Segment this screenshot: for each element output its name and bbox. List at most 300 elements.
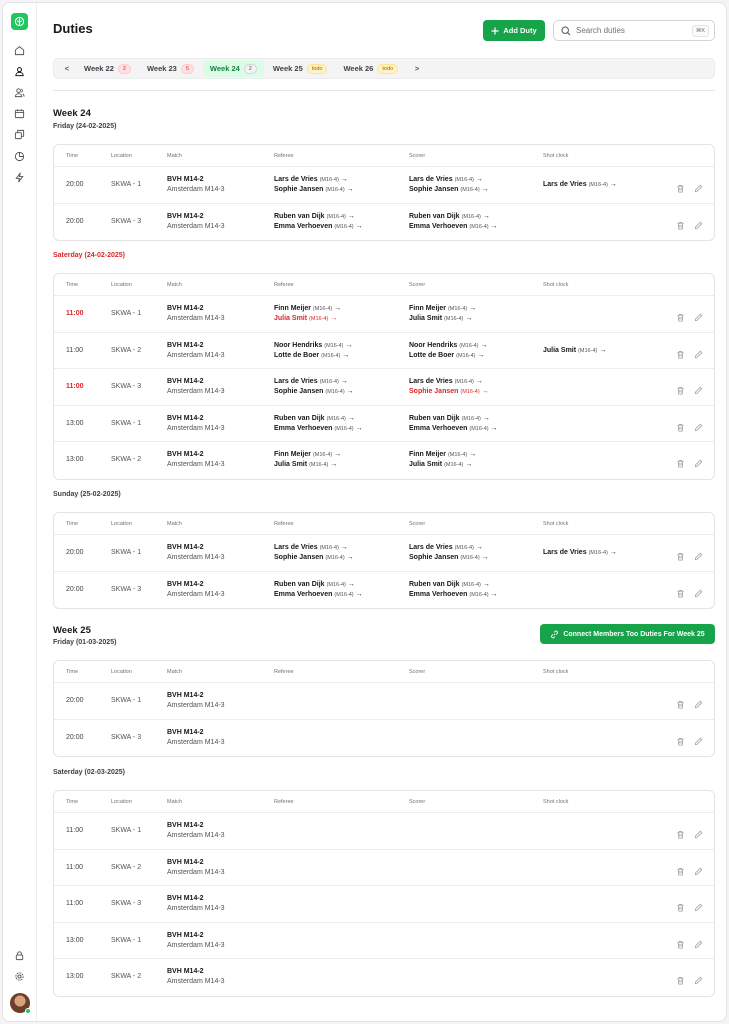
arrow-right-icon: → xyxy=(355,424,363,432)
person-assignment[interactable] xyxy=(409,580,498,590)
team-tag: (M16-4) xyxy=(324,342,344,349)
match-cell xyxy=(167,304,225,324)
person-name: Emma Verhoeven xyxy=(274,222,333,230)
table-row[interactable] xyxy=(54,442,714,479)
trash-icon[interactable] xyxy=(676,419,685,428)
pencil-icon[interactable] xyxy=(694,346,703,355)
away-team: Amsterdam M14-3 xyxy=(167,702,225,709)
trash-icon[interactable] xyxy=(676,936,685,945)
time-cell: 20:00 xyxy=(66,585,84,593)
column-header-match: Match xyxy=(167,282,182,288)
week-tab[interactable] xyxy=(77,60,138,77)
match-cell xyxy=(167,212,225,232)
away-team: Amsterdam M14-3 xyxy=(167,351,225,359)
team-tag: (M16-4) xyxy=(459,342,479,349)
arrow-right-icon: → xyxy=(465,461,473,468)
person-assignment[interactable] xyxy=(409,424,498,434)
arrow-right-icon: → xyxy=(475,378,483,385)
person-assignment[interactable] xyxy=(274,212,363,222)
table-header xyxy=(54,513,714,535)
match-cell xyxy=(167,377,225,397)
pencil-icon[interactable] xyxy=(694,455,703,464)
match-cell xyxy=(167,691,225,711)
person-name: Ruben van Dijk xyxy=(409,580,460,588)
person-name: Lotte de Boer xyxy=(409,351,455,359)
time-cell: 20:00 xyxy=(66,697,84,704)
header-divider xyxy=(53,90,715,91)
team-tag: (M16-4) xyxy=(309,316,329,322)
shot-clock-cell xyxy=(543,548,617,558)
home-team: BVH M14-2 xyxy=(167,968,204,975)
team-tag: (M16-4) xyxy=(588,182,608,188)
trash-icon[interactable] xyxy=(676,899,685,908)
location-cell: SKWA - 3 xyxy=(111,733,142,741)
person-name: Julia Smit xyxy=(409,315,443,322)
location-cell: SKWA - 3 xyxy=(111,217,142,225)
table-header xyxy=(54,661,714,683)
column-header-time: Time xyxy=(66,521,79,527)
person-name: Sophie Jansen xyxy=(409,388,459,395)
person-assignment[interactable] xyxy=(409,212,498,222)
arrow-right-icon: → xyxy=(475,544,483,551)
column-header-match: Match xyxy=(167,153,182,159)
time-cell: 11:00 xyxy=(66,900,83,907)
week-tab-label: Week 25 xyxy=(272,64,303,73)
arrow-right-icon: → xyxy=(599,346,607,354)
time-cell: 20:00 xyxy=(66,733,84,741)
team-tag: (M16-4) xyxy=(456,352,476,359)
person-name: Lars de Vries xyxy=(409,378,453,385)
away-team: Amsterdam M14-3 xyxy=(167,554,225,561)
location-cell: SKWA - 1 xyxy=(111,310,142,317)
person-assignment[interactable] xyxy=(409,222,498,232)
week-tab[interactable] xyxy=(203,60,264,77)
trash-icon[interactable] xyxy=(676,346,685,355)
table-row[interactable] xyxy=(54,204,714,241)
home-team: BVH M14-2 xyxy=(167,414,204,422)
match-cell xyxy=(167,341,225,361)
person-assignment[interactable] xyxy=(274,424,363,434)
week-tab-label: Week 22 xyxy=(84,64,114,73)
trash-icon[interactable] xyxy=(676,455,685,464)
arrow-right-icon: → xyxy=(490,590,498,598)
pencil-icon[interactable] xyxy=(694,585,703,594)
trash-icon[interactable] xyxy=(676,382,685,391)
team-tag: (M16-4) xyxy=(461,415,481,422)
column-header-match: Match xyxy=(167,669,182,675)
search-shortcut-badge: ⌘K xyxy=(692,25,709,37)
away-team: Amsterdam M14-3 xyxy=(167,868,225,876)
location-cell: SKWA - 1 xyxy=(111,549,142,556)
team-tag: (M16-4) xyxy=(444,462,464,468)
week-tab[interactable] xyxy=(140,60,201,77)
prev-week-button[interactable]: < xyxy=(64,64,70,73)
calendar-icon[interactable] xyxy=(12,106,26,120)
time-cell: 20:00 xyxy=(66,217,84,225)
scorer-cell xyxy=(409,414,498,434)
table-row[interactable] xyxy=(54,813,714,850)
scorer-cell xyxy=(409,212,498,232)
trash-icon[interactable] xyxy=(676,180,685,189)
arrow-right-icon: → xyxy=(475,176,483,183)
team-tag: (M16-4) xyxy=(334,425,354,432)
person-assignment[interactable] xyxy=(409,304,476,314)
match-cell xyxy=(167,543,225,563)
column-header-referee: Referee xyxy=(274,282,294,288)
table-row[interactable] xyxy=(54,333,714,370)
trash-icon[interactable] xyxy=(676,826,685,835)
person-assignment[interactable] xyxy=(409,460,476,470)
home-team: BVH M14-2 xyxy=(167,822,204,829)
pencil-icon[interactable] xyxy=(694,548,703,557)
person-assignment[interactable] xyxy=(274,450,341,460)
away-team: Amsterdam M14-3 xyxy=(167,388,225,395)
add-duty-label: Add Duty xyxy=(503,26,537,35)
pencil-icon[interactable] xyxy=(694,309,703,318)
connect-members-button[interactable] xyxy=(540,624,715,644)
table-row[interactable] xyxy=(54,720,714,757)
person-assignment[interactable] xyxy=(274,580,363,590)
pencil-icon[interactable] xyxy=(694,936,703,945)
home-team: BVH M14-2 xyxy=(167,580,204,588)
person-assignment[interactable] xyxy=(274,185,354,195)
person-assignment[interactable] xyxy=(409,543,489,553)
scorer-cell xyxy=(409,304,476,324)
table-row[interactable] xyxy=(54,683,714,720)
layers-icon[interactable] xyxy=(12,127,26,141)
search-input[interactable] xyxy=(553,20,715,41)
time-cell: 13:00 xyxy=(66,456,84,463)
location-cell: SKWA - 1 xyxy=(111,697,142,704)
arrow-right-icon: → xyxy=(482,414,490,422)
team-tag: (M16-4) xyxy=(454,545,474,551)
week-tab[interactable] xyxy=(266,60,335,77)
arrow-right-icon: → xyxy=(334,451,342,458)
away-team: Amsterdam M14-3 xyxy=(167,186,225,193)
column-header-shot-clock: Shot clock xyxy=(543,282,569,288)
time-cell: 11:00 xyxy=(66,383,84,390)
arrow-right-icon: → xyxy=(342,351,350,359)
away-team: Amsterdam M14-3 xyxy=(167,315,225,322)
column-header-location: Location xyxy=(111,282,132,288)
person-assignment[interactable] xyxy=(274,414,363,424)
person-assignment[interactable] xyxy=(543,180,617,190)
time-cell: 13:00 xyxy=(66,936,84,944)
home-team: BVH M14-2 xyxy=(167,692,204,699)
pencil-icon[interactable] xyxy=(694,217,703,226)
person-name: Emma Verhoeven xyxy=(274,424,333,432)
person-name: Julia Smit xyxy=(274,461,308,468)
team-tag: (M16-4) xyxy=(312,452,333,458)
person-name: Julia Smit xyxy=(409,461,443,468)
away-team: Amsterdam M14-3 xyxy=(167,222,225,230)
arrow-right-icon: → xyxy=(469,305,477,312)
week-tab-badge: 5 xyxy=(181,64,194,74)
next-week-button[interactable]: > xyxy=(414,64,420,73)
person-assignment[interactable] xyxy=(409,387,489,397)
arrow-right-icon: → xyxy=(490,222,498,230)
week-title: Week 24 xyxy=(53,108,91,119)
connect-members-label: Connect Members Too Duties For Week 25 xyxy=(563,630,705,638)
person-assignment[interactable] xyxy=(274,543,354,553)
away-team: Amsterdam M14-3 xyxy=(167,424,225,432)
table-row[interactable] xyxy=(54,167,714,204)
team-tag: (M16-4) xyxy=(326,213,346,220)
person-name: Finn Meijer xyxy=(274,451,311,458)
location-cell: SKWA - 3 xyxy=(111,585,142,593)
person-assignment[interactable] xyxy=(543,548,617,558)
location-cell: SKWA - 1 xyxy=(111,936,142,944)
team-tag: (M16-4) xyxy=(334,223,354,230)
users-icon[interactable] xyxy=(12,85,26,99)
arrow-right-icon: → xyxy=(482,212,490,220)
referee-cell xyxy=(274,212,363,232)
table-row[interactable] xyxy=(54,296,714,333)
person-assignment[interactable] xyxy=(409,590,498,600)
pencil-icon[interactable] xyxy=(694,826,703,835)
team-tag: (M16-4) xyxy=(461,581,481,588)
home-team: BVH M14-2 xyxy=(167,895,204,902)
person-name: Sophie Jansen xyxy=(409,554,459,561)
person-name: Julia Smit xyxy=(274,315,308,322)
person-name: Sophie Jansen xyxy=(409,186,459,193)
person-assignment[interactable] xyxy=(409,341,488,351)
arrow-right-icon: → xyxy=(469,451,477,458)
home-team: BVH M14-2 xyxy=(167,378,204,385)
team-tag: (M16-4) xyxy=(461,213,481,220)
person-assignment[interactable] xyxy=(409,553,489,563)
person-assignment[interactable] xyxy=(274,590,363,600)
time-cell: 11:00 xyxy=(66,863,83,871)
referee-cell xyxy=(274,377,354,397)
person-assignment[interactable] xyxy=(543,346,606,356)
trash-icon[interactable] xyxy=(676,217,685,226)
lock-icon[interactable] xyxy=(12,948,26,962)
person-assignment[interactable] xyxy=(409,185,489,195)
duties-table xyxy=(53,512,715,609)
arrow-right-icon: → xyxy=(481,388,489,395)
arrow-right-icon: → xyxy=(347,212,355,220)
away-team: Amsterdam M14-3 xyxy=(167,738,225,746)
trash-icon[interactable] xyxy=(676,733,685,742)
column-header-location: Location xyxy=(111,669,132,675)
person-assignment[interactable] xyxy=(409,377,489,387)
location-cell: SKWA - 1 xyxy=(111,181,142,188)
table-row[interactable] xyxy=(54,572,714,609)
time-cell: 11:00 xyxy=(66,346,83,354)
person-name: Ruben van Dijk xyxy=(274,580,325,588)
table-row[interactable] xyxy=(54,886,714,923)
arrow-right-icon: → xyxy=(490,424,498,432)
person-assignment[interactable] xyxy=(409,351,488,361)
time-cell: 11:00 xyxy=(66,827,83,834)
column-header-shot-clock: Shot clock xyxy=(543,669,569,675)
person-name: Sophie Jansen xyxy=(274,186,324,193)
team-tag: (M16-4) xyxy=(454,177,474,183)
day-title: Saterday (24-02-2025) xyxy=(53,252,125,259)
person-assignment[interactable] xyxy=(274,387,354,397)
table-row[interactable] xyxy=(54,369,714,406)
arrow-right-icon: → xyxy=(347,580,355,588)
table-row[interactable] xyxy=(54,850,714,887)
team-tag: (M16-4) xyxy=(469,591,489,598)
away-team: Amsterdam M14-3 xyxy=(167,590,225,598)
table-row[interactable] xyxy=(54,406,714,443)
main-content xyxy=(53,3,715,1021)
person-name: Lars de Vries xyxy=(274,544,318,551)
page-title: Duties xyxy=(53,21,93,36)
column-header-time: Time xyxy=(66,669,79,675)
online-status-dot xyxy=(25,1008,31,1014)
person-assignment[interactable] xyxy=(409,314,476,324)
scorer-cell xyxy=(409,341,488,361)
person-assignment[interactable] xyxy=(274,304,341,314)
scorer-cell xyxy=(409,377,489,397)
location-cell: SKWA - 2 xyxy=(111,863,142,871)
arrow-right-icon: → xyxy=(465,315,473,322)
pencil-icon[interactable] xyxy=(694,180,703,189)
pencil-icon[interactable] xyxy=(694,419,703,428)
person-assignment[interactable] xyxy=(274,553,354,563)
column-header-shot-clock: Shot clock xyxy=(543,153,569,159)
person-name: Lotte de Boer xyxy=(274,351,320,359)
team-tag: (M16-4) xyxy=(325,187,345,193)
column-header-shot-clock: Shot clock xyxy=(543,521,569,527)
trash-icon[interactable] xyxy=(676,585,685,594)
person-assignment[interactable] xyxy=(274,341,353,351)
time-cell: 20:00 xyxy=(66,549,84,556)
team-tag: (M16-4) xyxy=(319,177,339,183)
match-cell xyxy=(167,450,225,470)
trash-icon[interactable] xyxy=(676,972,685,981)
pencil-icon[interactable] xyxy=(694,972,703,981)
team-tag: (M16-4) xyxy=(588,550,608,556)
person-assignment[interactable] xyxy=(409,175,489,185)
home-team: BVH M14-2 xyxy=(167,858,204,866)
scorer-cell xyxy=(409,580,498,600)
match-cell xyxy=(167,175,225,195)
pie-chart-icon[interactable] xyxy=(12,149,26,163)
team-tag: (M16-4) xyxy=(454,379,474,385)
arrow-right-icon: → xyxy=(347,414,355,422)
team-tag: (M16-4) xyxy=(469,223,489,230)
column-header-scorer: Scorer xyxy=(409,521,426,527)
person-name: Lars de Vries xyxy=(543,549,587,556)
column-header-location: Location xyxy=(111,799,132,805)
add-duty-button[interactable] xyxy=(483,20,545,41)
trash-icon[interactable] xyxy=(676,309,685,318)
pencil-icon[interactable] xyxy=(694,382,703,391)
person-assignment[interactable] xyxy=(274,175,354,185)
table-row[interactable] xyxy=(54,923,714,960)
app-window xyxy=(2,2,727,1022)
table-row[interactable] xyxy=(54,535,714,572)
home-icon[interactable] xyxy=(12,43,26,57)
match-cell xyxy=(167,728,225,748)
person-name: Emma Verhoeven xyxy=(409,222,468,230)
user-icon[interactable] xyxy=(12,64,26,78)
team-tag: (M16-4) xyxy=(447,452,468,458)
person-name: Sophie Jansen xyxy=(274,388,324,395)
trash-icon[interactable] xyxy=(676,696,685,705)
arrow-right-icon: → xyxy=(346,186,354,193)
column-header-scorer: Scorer xyxy=(409,669,426,675)
home-team: BVH M14-2 xyxy=(167,212,204,220)
table-header xyxy=(54,791,714,813)
search-icon xyxy=(561,26,571,36)
pencil-icon[interactable] xyxy=(694,733,703,742)
person-assignment[interactable] xyxy=(274,222,363,232)
link-icon xyxy=(550,630,559,639)
shot-clock-cell xyxy=(543,346,606,356)
app-logo-icon[interactable] xyxy=(11,13,28,30)
referee-cell xyxy=(274,175,354,195)
person-assignment[interactable] xyxy=(409,450,476,460)
bolt-icon[interactable] xyxy=(12,170,26,184)
away-team: Amsterdam M14-3 xyxy=(167,461,225,468)
home-team: BVH M14-2 xyxy=(167,451,204,458)
person-name: Lars de Vries xyxy=(409,176,453,183)
time-cell: 13:00 xyxy=(66,973,84,980)
table-row[interactable] xyxy=(54,959,714,996)
person-assignment[interactable] xyxy=(274,460,341,470)
column-header-shot-clock: Shot clock xyxy=(543,799,569,805)
week-tab-label: Week 26 xyxy=(343,64,374,73)
trash-icon[interactable] xyxy=(676,548,685,557)
column-header-time: Time xyxy=(66,282,79,288)
team-tag: (M16-4) xyxy=(319,379,339,385)
person-name: Lars de Vries xyxy=(274,176,318,183)
team-tag: (M16-4) xyxy=(326,581,346,588)
home-team: BVH M14-2 xyxy=(167,544,204,551)
match-cell xyxy=(167,414,225,434)
match-cell xyxy=(167,931,225,951)
week-tab[interactable] xyxy=(336,60,405,77)
column-header-time: Time xyxy=(66,799,79,805)
pencil-icon[interactable] xyxy=(694,863,703,872)
away-team: Amsterdam M14-3 xyxy=(167,832,225,839)
team-tag: (M16-4) xyxy=(319,545,339,551)
settings-icon[interactable] xyxy=(12,969,26,983)
person-assignment[interactable] xyxy=(409,414,498,424)
pencil-icon[interactable] xyxy=(694,899,703,908)
week-title: Week 25 xyxy=(53,625,91,636)
person-assignment[interactable] xyxy=(274,314,341,324)
week-tab-badge: 2 xyxy=(118,64,131,74)
location-cell: SKWA - 1 xyxy=(111,827,142,834)
location-cell: SKWA - 2 xyxy=(111,973,142,980)
arrow-right-icon: → xyxy=(609,549,617,556)
person-name: Emma Verhoeven xyxy=(274,590,333,598)
day-title: Friday (01-03-2025) xyxy=(53,639,117,646)
arrow-right-icon: → xyxy=(334,305,342,312)
arrow-right-icon: → xyxy=(346,554,354,561)
trash-icon[interactable] xyxy=(676,863,685,872)
week-tab-label: Week 24 xyxy=(209,64,240,73)
person-assignment[interactable] xyxy=(274,377,354,387)
person-assignment[interactable] xyxy=(274,351,353,361)
match-cell xyxy=(167,821,225,841)
team-tag: (M16-4) xyxy=(447,306,468,312)
column-header-scorer: Scorer xyxy=(409,153,426,159)
arrow-right-icon: → xyxy=(340,544,348,551)
pencil-icon[interactable] xyxy=(694,696,703,705)
location-cell: SKWA - 1 xyxy=(111,419,142,427)
home-team: BVH M14-2 xyxy=(167,341,204,349)
scorer-cell xyxy=(409,175,489,195)
arrow-right-icon: → xyxy=(355,590,363,598)
team-tag: (M16-4) xyxy=(460,555,480,561)
